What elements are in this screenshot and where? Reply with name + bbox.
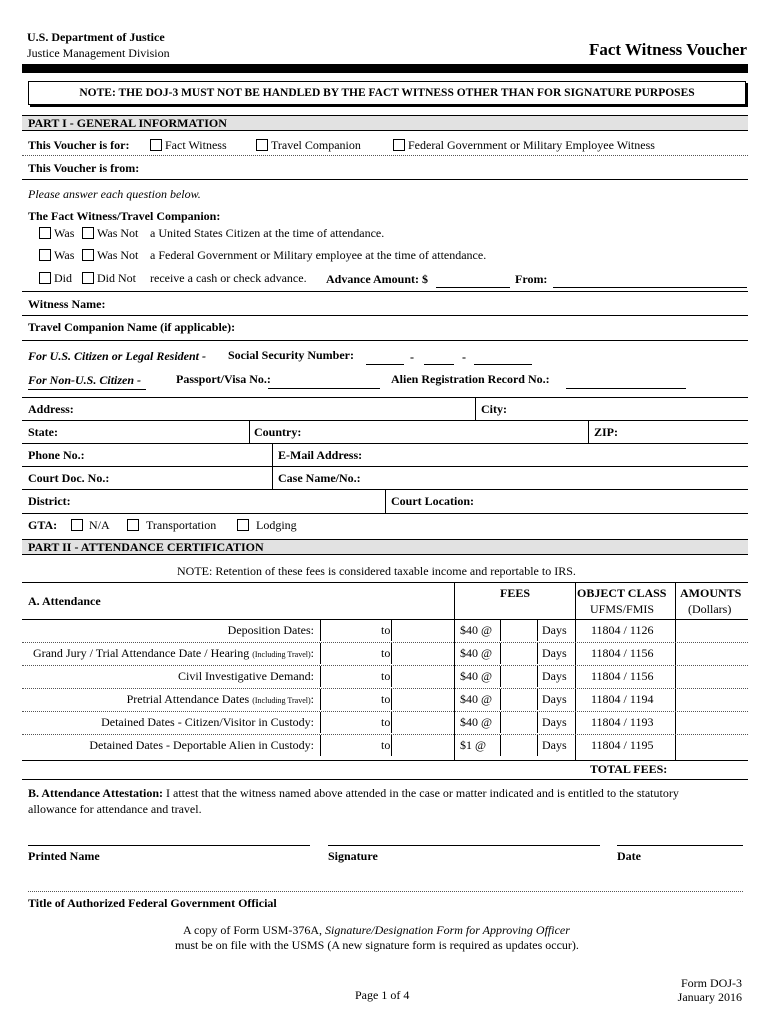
- q2-text: a Federal Government or Military employee at the time of attendance.: [150, 248, 487, 262]
- days-count-input[interactable]: [500, 643, 538, 664]
- passport-label: Passport/Visa No.:: [176, 372, 271, 386]
- attendance-to-date-input[interactable]: [391, 666, 448, 687]
- to-label: to: [381, 646, 391, 660]
- ssn-part2-input[interactable]: [424, 364, 454, 365]
- to-label: to: [381, 669, 391, 683]
- voucher-from-label: This Voucher is from:: [28, 161, 140, 175]
- attendance-row-label: [33, 646, 314, 661]
- days-count-input[interactable]: [500, 712, 538, 733]
- companion-name-label: Travel Companion Name (if applicable):: [28, 320, 236, 334]
- col-divider: [475, 397, 476, 420]
- travel-companion-checkbox[interactable]: [256, 139, 268, 151]
- gta-na-checkbox[interactable]: [71, 519, 83, 531]
- q3-did-not-checkbox[interactable]: [82, 272, 94, 284]
- gta-lodging-checkbox[interactable]: [237, 519, 249, 531]
- attendance-to-date-input[interactable]: [391, 643, 448, 664]
- fees-tax-note: NOTE: Retention of these fees is considered taxable income and reportable to IRS.: [177, 564, 576, 578]
- q2-was-not-checkbox[interactable]: [82, 249, 94, 261]
- ufms-header: UFMS/FMIS: [590, 602, 655, 616]
- object-class-code: 11804 / 1195: [591, 738, 654, 752]
- attendance-to-date-input[interactable]: [391, 712, 448, 733]
- attendance-row-label-text: Detained Dates - Citizen/Visitor in Custody:: [101, 715, 314, 729]
- federal-witness-label: Federal Government or Military Employee Witness: [408, 138, 655, 152]
- fee-rate: $40 @: [460, 715, 493, 729]
- attendance-row-colon: :: [310, 646, 314, 660]
- row-divider: [22, 466, 748, 467]
- attendance-row-label: [89, 738, 314, 753]
- q1-was-not-label: Was Not: [97, 226, 139, 240]
- voucher-for-label: This Voucher is for:: [28, 138, 130, 152]
- attendance-row-suffix: (Including Travel): [252, 650, 311, 659]
- federal-witness-checkbox[interactable]: [393, 139, 405, 151]
- q3-text: receive a cash or check advance.: [150, 271, 307, 285]
- header-rule: [22, 64, 748, 73]
- attendance-row-label-text: Deposition Dates:: [227, 623, 314, 637]
- copy-note-line1a: A copy of Form USM-376A,: [183, 923, 326, 937]
- row-divider: [22, 642, 748, 643]
- row-divider: [22, 688, 748, 689]
- fee-rate: $40 @: [460, 646, 493, 660]
- table-top-rule: [22, 582, 748, 583]
- row-divider: [22, 291, 748, 292]
- ssn-dash-2: -: [462, 350, 466, 364]
- official-title-label: Title of Authorized Federal Government Official: [28, 896, 277, 910]
- attendance-from-date-input[interactable]: [320, 666, 377, 687]
- gta-na-label: N/A: [89, 518, 110, 532]
- attestation-label: B. Attendance Attestation:: [28, 786, 163, 800]
- dollars-header: (Dollars): [688, 602, 732, 616]
- days-count-input[interactable]: [500, 620, 538, 641]
- part1-heading-bar: [22, 115, 748, 131]
- passport-input[interactable]: [268, 388, 380, 389]
- note-box: [28, 81, 746, 105]
- attendance-from-date-input[interactable]: [320, 620, 377, 641]
- printed-name-input[interactable]: [28, 845, 310, 846]
- ssn-part1-input[interactable]: [366, 364, 404, 365]
- phone-label: Phone No.:: [28, 448, 85, 462]
- ssn-label: Social Security Number:: [228, 348, 354, 362]
- object-class-code: 11804 / 1126: [591, 623, 654, 637]
- part2-heading: PART II - ATTENDANCE CERTIFICATION: [28, 540, 264, 554]
- attendance-from-date-input[interactable]: [320, 689, 377, 710]
- to-label: to: [381, 738, 391, 752]
- case-name-label: Case Name/No.:: [278, 471, 361, 485]
- attestation-text: [28, 786, 679, 801]
- object-class-code: 11804 / 1194: [591, 692, 654, 706]
- copy-note-line2: must be on file with the USMS (A new signature form is required as updates occur).: [175, 938, 579, 952]
- amount-input[interactable]: [676, 666, 747, 687]
- row-divider: [22, 420, 748, 421]
- col-divider: [385, 489, 386, 513]
- advance-amount-label: Advance Amount: $: [326, 272, 429, 286]
- row-divider: [22, 513, 748, 514]
- advance-from-label: From:: [515, 272, 548, 286]
- gta-label: GTA:: [28, 518, 58, 532]
- ssn-dash-1: -: [410, 350, 414, 364]
- advance-amount-input[interactable]: [436, 287, 510, 288]
- fee-rate: $40 @: [460, 623, 493, 637]
- signature-label: Signature: [328, 849, 378, 863]
- days-label: Days: [542, 646, 567, 660]
- country-label: Country:: [254, 425, 302, 439]
- fact-witness-checkbox[interactable]: [150, 139, 162, 151]
- attendance-to-date-input[interactable]: [391, 620, 448, 641]
- attendance-row-label: [127, 692, 314, 707]
- row-divider: [22, 155, 748, 156]
- q3-did-not-label: Did Not: [97, 271, 136, 285]
- alien-registration-input[interactable]: [566, 388, 686, 389]
- department-name: U.S. Department of Justice: [27, 30, 165, 44]
- attendance-row-colon: :: [310, 692, 314, 706]
- attendance-row-label-text: Grand Jury / Trial Attendance Date / Hearing: [32, 646, 250, 660]
- attestation-body: I attest that the witness named above attended in the case or matter indicated and is entitled to the statutory: [166, 786, 679, 800]
- zip-label: ZIP:: [594, 425, 618, 439]
- q2-was-label: Was: [54, 248, 75, 262]
- date-input[interactable]: [617, 845, 743, 846]
- row-divider: [22, 711, 748, 712]
- note-text: NOTE: THE DOJ-3 MUST NOT BE HANDLED BY THE FACT WITNESS OTHER THAN FOR SIGNATURE PURPOSES: [79, 87, 695, 99]
- row-divider: [22, 340, 748, 341]
- attendance-to-date-input[interactable]: [391, 735, 448, 756]
- attendance-from-date-input[interactable]: [320, 712, 377, 733]
- advance-from-input[interactable]: [553, 287, 747, 288]
- amount-input[interactable]: [676, 620, 747, 641]
- q2-was-not-label: Was Not: [97, 248, 139, 262]
- attendance-row-suffix: (Including Travel): [252, 696, 311, 705]
- part2-heading-bar: [22, 539, 748, 555]
- district-label: District:: [28, 494, 71, 508]
- row-divider: [22, 315, 748, 316]
- non-us-citizen-label: For Non-U.S. Citizen -: [28, 373, 142, 387]
- signature-input[interactable]: [328, 845, 600, 846]
- gta-lodging-label: Lodging: [256, 518, 297, 532]
- amount-input[interactable]: [676, 712, 747, 733]
- attendance-heading: A. Attendance: [28, 594, 101, 608]
- alien-registration-label: Alien Registration Record No.:: [391, 372, 550, 386]
- form-title: Fact Witness Voucher: [588, 40, 747, 59]
- fee-rate: $40 @: [460, 669, 493, 683]
- row-divider: [22, 665, 748, 666]
- days-count-input[interactable]: [500, 689, 538, 710]
- table-header-rule: [22, 619, 748, 620]
- court-location-label: Court Location:: [391, 494, 474, 508]
- attestation-text-2: allowance for attendance and travel.: [28, 802, 202, 816]
- page-number: Page 1 of 4: [355, 988, 410, 1002]
- us-citizen-label: For U.S. Citizen or Legal Resident -: [28, 349, 207, 363]
- q2-was-checkbox[interactable]: [39, 249, 51, 261]
- ssn-part3-input[interactable]: [474, 364, 532, 365]
- copy-note-form-name: Signature/Designation Form for Approving Officer: [325, 923, 570, 937]
- companion-label: The Fact Witness/Travel Companion:: [28, 209, 221, 223]
- state-label: State:: [28, 425, 58, 439]
- amounts-header: AMOUNTS: [680, 586, 742, 600]
- city-label: City:: [481, 402, 507, 416]
- row-divider: [22, 179, 748, 180]
- part1-heading: PART I - GENERAL INFORMATION: [28, 116, 227, 130]
- fees-header: FEES: [500, 586, 531, 600]
- division-name: Justice Management Division: [27, 46, 170, 60]
- attendance-row-label-text: Detained Dates - Deportable Alien in Custody:: [89, 738, 314, 752]
- attendance-row-label-text: Pretrial Attendance Dates: [126, 692, 250, 706]
- q1-was-not-checkbox[interactable]: [82, 227, 94, 239]
- attendance-row-label: [178, 669, 314, 684]
- object-class-code: 11804 / 1156: [591, 669, 654, 683]
- fee-rate: $40 @: [460, 692, 493, 706]
- address-label: Address:: [28, 402, 74, 416]
- instruction-text: Please answer each question below.: [28, 187, 201, 201]
- object-class-code: 11804 / 1193: [591, 715, 654, 729]
- q1-was-checkbox[interactable]: [39, 227, 51, 239]
- copy-note-line1: [183, 923, 570, 938]
- days-label: Days: [542, 669, 567, 683]
- attendance-row-label-text: Civil Investigative Demand:: [178, 669, 314, 683]
- attendance-from-date-input[interactable]: [320, 735, 377, 756]
- to-label: to: [381, 623, 391, 637]
- form-number: Form DOJ-3: [680, 976, 742, 990]
- fact-witness-label: Fact Witness: [165, 138, 227, 152]
- non-us-underline: [28, 389, 146, 390]
- official-title-input[interactable]: [28, 891, 743, 892]
- email-label: E-Mail Address:: [278, 448, 363, 462]
- total-fees-label: TOTAL FEES:: [590, 762, 668, 776]
- attendance-row-label: [101, 715, 314, 730]
- days-label: Days: [542, 623, 567, 637]
- amount-input[interactable]: [676, 689, 747, 710]
- witness-name-label: Witness Name:: [28, 297, 106, 311]
- travel-companion-label: Travel Companion: [271, 138, 361, 152]
- fee-rate: $1 @: [460, 738, 487, 752]
- amount-input[interactable]: [676, 735, 747, 756]
- q1-was-label: Was: [54, 226, 75, 240]
- attendance-row-label: [228, 623, 314, 638]
- amount-input[interactable]: [676, 643, 747, 664]
- days-label: Days: [542, 692, 567, 706]
- object-class-code: 11804 / 1156: [591, 646, 654, 660]
- col-divider: [588, 420, 589, 443]
- q3-did-label: Did: [54, 271, 72, 285]
- row-divider: [22, 443, 748, 444]
- col-divider: [249, 420, 250, 443]
- days-count-input[interactable]: [500, 666, 538, 687]
- days-count-input[interactable]: [500, 735, 538, 756]
- days-label: Days: [542, 738, 567, 752]
- row-divider: [22, 779, 748, 780]
- gta-transportation-label: Transportation: [146, 518, 217, 532]
- to-label: to: [381, 692, 391, 706]
- row-divider: [22, 734, 748, 735]
- court-doc-label: Court Doc. No.:: [28, 471, 110, 485]
- object-class-header: OBJECT CLASS: [577, 586, 667, 600]
- q3-did-checkbox[interactable]: [39, 272, 51, 284]
- gta-transportation-checkbox[interactable]: [127, 519, 139, 531]
- days-label: Days: [542, 715, 567, 729]
- q1-text: a United States Citizen at the time of attendance.: [150, 226, 385, 240]
- row-divider: [22, 760, 748, 761]
- printed-name-label: Printed Name: [28, 849, 100, 863]
- row-divider: [22, 397, 748, 398]
- form-date: January 2016: [677, 990, 742, 1004]
- attendance-to-date-input[interactable]: [391, 689, 448, 710]
- to-label: to: [381, 715, 391, 729]
- attendance-from-date-input[interactable]: [320, 643, 377, 664]
- date-label: Date: [617, 849, 641, 863]
